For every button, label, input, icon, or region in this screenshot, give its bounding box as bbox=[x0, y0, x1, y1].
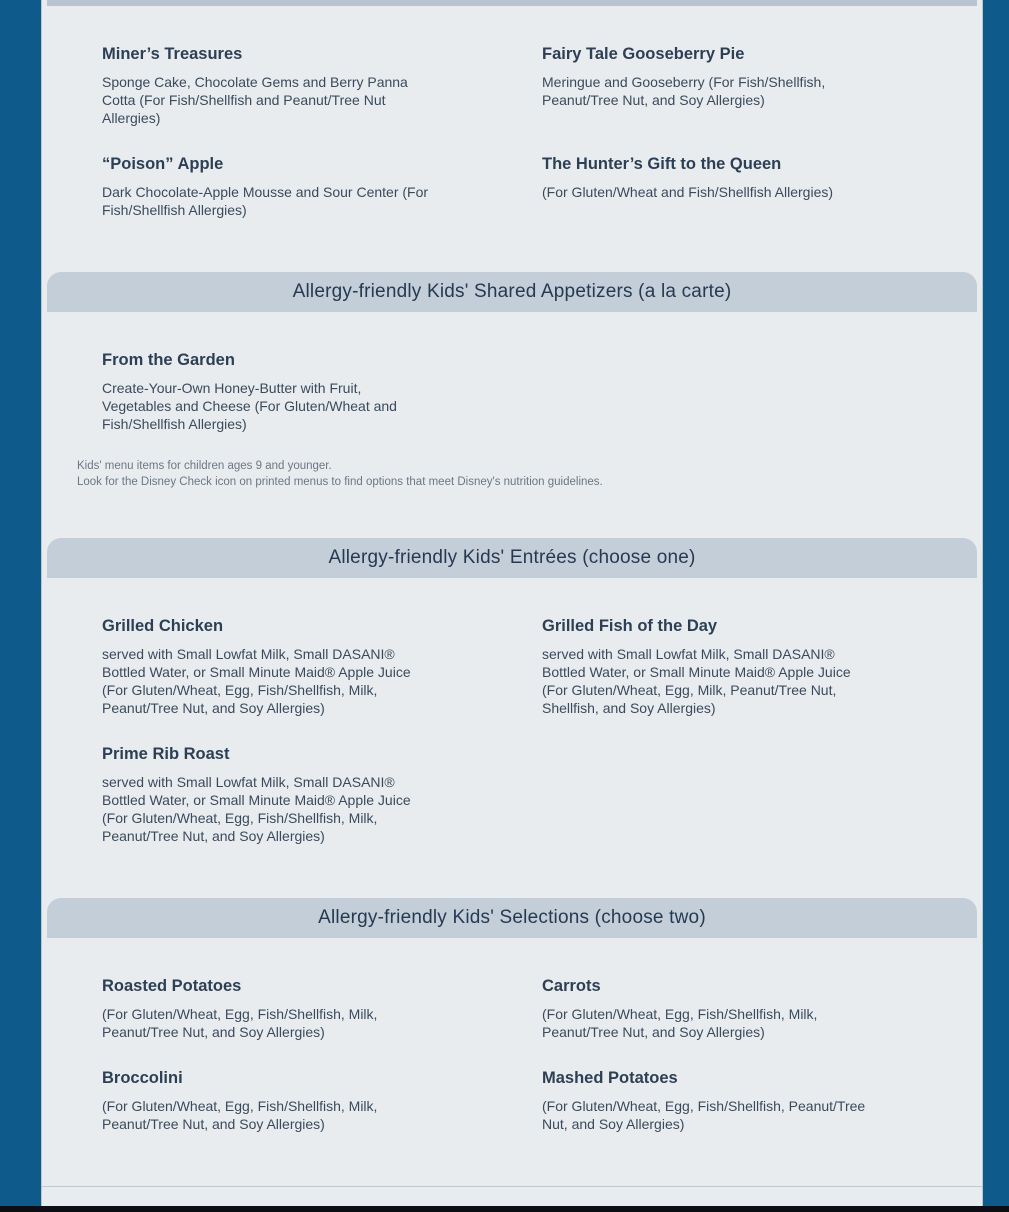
item-description: Dark Chocolate-Apple Mousse and Sour Center (For Fish/Shellfish Allergies) bbox=[102, 184, 429, 218]
item-name: “Poison” Apple bbox=[102, 155, 224, 173]
menu-item bbox=[102, 617, 432, 717]
menu-item bbox=[542, 1069, 872, 1133]
footer-bar bbox=[0, 1206, 1009, 1212]
item-description: (For Gluten/Wheat, Egg, Fish/Shellfish, Milk, Peanut/Tree Nut, and Soy Allergies) bbox=[102, 1098, 378, 1132]
item-name: Broccolini bbox=[102, 1069, 183, 1087]
item-description: served with Small Lowfat Milk, Small DASANI® Bottled Water, or Small Minute Maid® Apple Juice (For Gluten/Wheat, Egg, Fish/Shellfish, Milk, Peanut/Tree Nut, and Soy Allergies) bbox=[102, 646, 411, 716]
section-header-partial bbox=[47, 0, 977, 6]
item-name: Mashed Potatoes bbox=[542, 1069, 678, 1087]
item-description: served with Small Lowfat Milk, Small DASANI® Bottled Water, or Small Minute Maid® Apple Juice (For Gluten/Wheat, Egg, Fish/Shellfish, Milk, Peanut/Tree Nut, and Soy Allergies) bbox=[102, 774, 411, 844]
item-name: Roasted Potatoes bbox=[102, 977, 242, 995]
item-name: The Hunter’s Gift to the Queen bbox=[542, 155, 782, 173]
item-description: Create-Your-Own Honey-Butter with Fruit, Vegetables and Cheese (For Gluten/Wheat and Fish/Shellfish Allergies) bbox=[102, 380, 397, 432]
item-name: Prime Rib Roast bbox=[102, 745, 230, 763]
item-description: (For Gluten/Wheat, Egg, Fish/Shellfish, Peanut/Tree Nut, and Soy Allergies) bbox=[542, 1098, 866, 1132]
menu-item bbox=[542, 45, 872, 109]
menu-item bbox=[542, 617, 872, 717]
section-header-appetizers: Allergy-friendly Kids' Shared Appetizers (a la carte) bbox=[47, 272, 977, 312]
menu-item bbox=[102, 1069, 432, 1133]
menu-item bbox=[102, 351, 432, 433]
menu-item bbox=[102, 45, 432, 127]
item-name: Grilled Fish of the Day bbox=[542, 617, 718, 635]
item-description: (For Gluten/Wheat, Egg, Fish/Shellfish, Milk, Peanut/Tree Nut, and Soy Allergies) bbox=[102, 1006, 378, 1040]
item-name: Miner’s Treasures bbox=[102, 45, 243, 63]
note-disney-check: Look for the Disney Check icon on printed menus to find options that meet Disney's nutrition guidelines. bbox=[77, 476, 603, 488]
item-description: (For Gluten/Wheat, Egg, Fish/Shellfish, Milk, Peanut/Tree Nut, and Soy Allergies) bbox=[542, 1006, 818, 1040]
divider bbox=[42, 1186, 982, 1187]
menu-item bbox=[102, 977, 432, 1041]
item-name: Grilled Chicken bbox=[102, 617, 224, 635]
menu-item bbox=[102, 155, 432, 219]
menu-item bbox=[542, 155, 872, 201]
item-description: (For Gluten/Wheat and Fish/Shellfish Allergies) bbox=[542, 184, 834, 200]
item-description: served with Small Lowfat Milk, Small DASANI® Bottled Water, or Small Minute Maid® Apple Juice (For Gluten/Wheat, Egg, Milk, Peanut/Tree Nut, Shellfish, and Soy Allergies) bbox=[542, 646, 851, 716]
menu-item bbox=[102, 745, 432, 845]
item-name: Carrots bbox=[542, 977, 601, 995]
item-name: Fairy Tale Gooseberry Pie bbox=[542, 45, 745, 63]
item-name: From the Garden bbox=[102, 351, 235, 369]
section-header-selections: Allergy-friendly Kids' Selections (choose two) bbox=[47, 898, 977, 938]
section-header-entrees: Allergy-friendly Kids' Entrées (choose one) bbox=[47, 538, 977, 578]
note-age: Kids' menu items for children ages 9 and younger. bbox=[77, 460, 332, 472]
menu-item bbox=[542, 977, 872, 1041]
item-description: Meringue and Gooseberry (For Fish/Shellfish, Peanut/Tree Nut, and Soy Allergies) bbox=[542, 74, 826, 108]
item-description: Sponge Cake, Chocolate Gems and Berry Panna Cotta (For Fish/Shellfish and Peanut/Tree Nut Allergies) bbox=[102, 74, 408, 126]
menu-page bbox=[42, 0, 982, 1212]
kids-menu-note bbox=[77, 458, 777, 490]
